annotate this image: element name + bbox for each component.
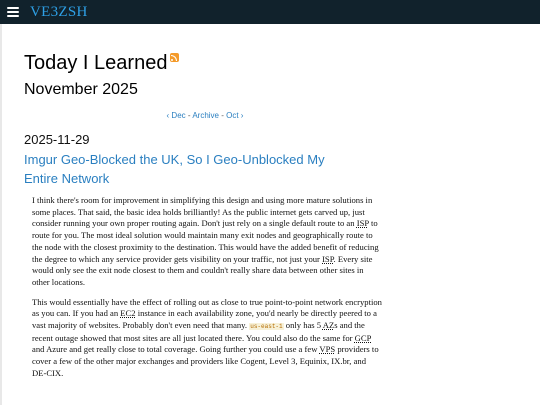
- rss-feed-icon[interactable]: [170, 53, 179, 62]
- paragraph-text: instance in each availability zone, you'd nearly be directly peered to a vast majority of websites. Probably don't even need that many.: [32, 308, 377, 331]
- page-title: [24, 52, 179, 75]
- abbr-isp: ISP: [322, 253, 334, 264]
- archive-link[interactable]: Archive: [192, 111, 220, 120]
- abbr-gcp: GCP: [354, 332, 372, 343]
- hamburger-menu-icon[interactable]: [7, 7, 19, 17]
- post-paragraph: [32, 297, 382, 380]
- post-paragraph: [32, 195, 382, 289]
- month-navigation: [0, 111, 410, 120]
- abbr-isp: ISP: [356, 218, 369, 229]
- abbr-ec2: EC2: [120, 308, 136, 319]
- paragraph-text: s and the recent outage showed that most sites are all just located there. You could also do the same for: [32, 320, 365, 343]
- nav-separator: -: [219, 111, 227, 120]
- sidebar-edge: [0, 24, 2, 405]
- post-date: 2025-11-29: [24, 132, 90, 147]
- paragraph-text: only has 5: [283, 320, 323, 331]
- nav-separator: -: [185, 111, 193, 120]
- next-month-link[interactable]: Oct ›: [226, 111, 244, 120]
- paragraph-text: and Azure and get really close to total coverage. Going further you could use a few: [32, 344, 320, 355]
- abbr-vps: VPS: [319, 344, 336, 355]
- inline-code: us-east-1: [250, 323, 283, 331]
- month-heading: November 2025: [24, 81, 138, 98]
- prev-month-link[interactable]: ‹ Dec: [166, 111, 186, 120]
- paragraph-text: to route for you. The most ideal solution would maintain many exit nodes and geographically route to the node with the closest proximity to the destination. This would have the added benefit of reducing the degree to which any service provider gets visibility on your traffic, not just your: [32, 218, 379, 264]
- top-bar: [0, 0, 540, 24]
- page-title-text: Today I Learned: [24, 52, 168, 74]
- paragraph-text: This would essentially have the effect of rolling out as close to true point-to-point network encryption as you can. If you had an: [32, 296, 382, 319]
- abbr-az: AZ: [322, 320, 335, 331]
- paragraph-text: providers to cover a few of the other major exchanges and providers like Cogent, Level 3, Equinix, IX.br, and DE-CIX.: [32, 344, 379, 378]
- post-body: [32, 195, 382, 388]
- paragraph-text: I think there's room for improvement in simplifying this design and using more mature solutions in some places. That said, the basic idea holds brilliantly! As the public internet gets carved up, just consider running your own proper routing again. Don't just rely on a single default route to an: [32, 195, 373, 229]
- site-title-link[interactable]: VE3ZSH: [30, 3, 88, 20]
- post-title-link[interactable]: Imgur Geo-Blocked the UK, So I Geo-Unblocked My Entire Network: [24, 152, 325, 186]
- paragraph-text: . Every site would only see the exit node closest to them and couldn't really share data between other sites in other locations.: [32, 253, 373, 287]
